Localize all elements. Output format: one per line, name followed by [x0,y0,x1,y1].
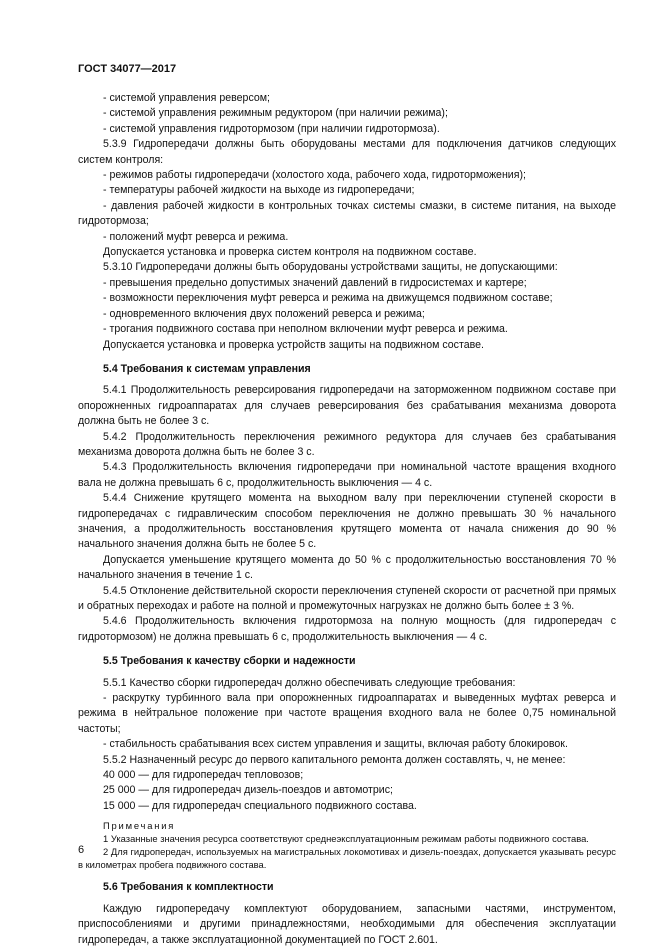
clause-5-4-6: 5.4.6 Продолжительность включения гидротормоза на полную мощность (для гидропередач с гидротормозом) не должна превышать 6 с, продолжительность выключения — 4 с. [78,615,616,643]
text-line: - режимов работы гидропередачи (холостого хода, рабочего хода, гидроторможения); [103,169,526,182]
clause-5-4-3: 5.4.3 Продолжительность включения гидропередачи при номинальной частоте вращения входного вала не должна превышать 6 с, продолжительность выключения — 4 с. [78,461,616,489]
text-line: - положений муфт реверса и режима. [103,230,289,243]
text-line: - системой управления режимным редуктором (при наличии режима); [103,107,448,120]
clause-5-4-1: 5.4.1 Продолжительность реверсирования гидропередачи на заторможенном подвижном составе при опорожненных гидроаппаратах для случаев реверсирования без срабатывания механизма доворота должна быть не более 3 с. [78,384,616,428]
section-heading-5-6: 5.6 Требования к комплектности [103,881,274,894]
clause-5-4-4: 5.4.4 Снижение крутящего момента на выходном валу при переключении ступеней скорости в гидропередачах с гидравлическим способом переключения не должно превышать 30 % начального значения, а продолжительность восстановления крутящего момента от начала снижения до 90 % начального значения должна быть не более 5 с. [78,492,616,551]
text-line: Каждую гидропередачу комплектуют оборудованием, запасными частями, инструментом, приспособлениями и другими принадлежностями, необходимыми для обеспечения эксплуатации гидропередач, а также эксплуатационной документацией по ГОСТ 2.601. [78,902,616,946]
clause-5-3-9: 5.3.9 Гидропередачи должны быть оборудованы местами для подключения датчиков следующих систем контроля: [78,138,616,166]
text-line: - стабильность срабатывания всех систем управления и защиты, включая работу блокировок. [103,738,568,751]
text-line: - одновременного включения двух положений реверса и режима; [103,307,425,320]
text-line: - температуры рабочей жидкости на выходе из гидропередачи; [103,184,415,197]
text-line: - давления рабочей жидкости в контрольных точках системы смазки, в системе питания, на выходе гидротормоза; [78,199,616,228]
clause-5-5-1: 5.5.1 Качество сборки гидропередач должно обеспечивать следующие требования: [103,676,516,689]
document-header: ГОСТ 34077—2017 [78,63,177,75]
section-heading-5-5: 5.5 Требования к качеству сборки и надежности [103,655,356,668]
text-line: 40 000 — для гидропередач тепловозов; [103,769,304,782]
text-line: Допускается установка и проверка систем контроля на подвижном составе. [103,246,477,259]
clause-5-4-5: 5.4.5 Отклонение действительной скорости переключения ступеней скорости от расчетной при прямых и обратных переходах и работе на полной и промежуточных нагрузках не должно быть более ± 3 %. [78,584,616,612]
text-line: Допускается уменьшение крутящего момента до 50 % с продолжительностью восстановления 70 % начального значения в течение 1 с. [78,553,616,582]
notes-label: Примечания [103,820,176,832]
clause-5-3-10: 5.3.10 Гидропередачи должны быть оборудованы устройствами защиты, не допускающими: [103,261,558,274]
text-line: - возможности переключения муфт реверса и режима на движущемся подвижном составе; [103,292,553,305]
clause-5-5-2: 5.5.2 Назначенный ресурс до первого капитального ремонта должен составлять, ч, не менее: [103,753,566,766]
section-heading-5-4: 5.4 Требования к системам управления [103,362,311,375]
text-line: - трогания подвижного состава при неполном включении муфт реверса и режима. [103,323,508,336]
text-line: - системой управления реверсом; [103,92,270,104]
text-line: - превышения предельно допустимых значений давлений в гидросистемах и картере; [103,276,527,289]
text-line: - системой управления гидротормозом (при наличии гидротормоза). [103,122,440,135]
text-line: - раскрутку турбинного вала при опорожненных гидроаппаратах и выведенных муфтах реверса и режима в нейтральное положение при частоте вращения входного вала не более 0,75 номинальной частоты; [78,692,616,735]
text-line: Допускается установка и проверка устройств защиты на подвижном составе. [103,338,484,351]
note-1: 1 Указанные значения ресурса соответствуют среднеэксплуатационным режимам работы подвижного состава. [103,833,589,845]
text-line: 25 000 — для гидропередач дизель-поездов и автомотрис; [103,784,393,797]
text-line: 15 000 — для гидропередач специального подвижного состава. [103,799,417,812]
clause-5-4-2: 5.4.2 Продолжительность переключения режимного редуктора для случаев без срабатывания механизма доворота должна быть не более 3 с. [78,430,616,458]
page-number: 6 [78,844,85,856]
note-2: 2 Для гидропередач, используемых на магистральных локомотивах и дизель-поездах, допускается указывать ресурс в километрах пробега подвижного состава. [78,846,616,871]
document-body [78,91,616,948]
